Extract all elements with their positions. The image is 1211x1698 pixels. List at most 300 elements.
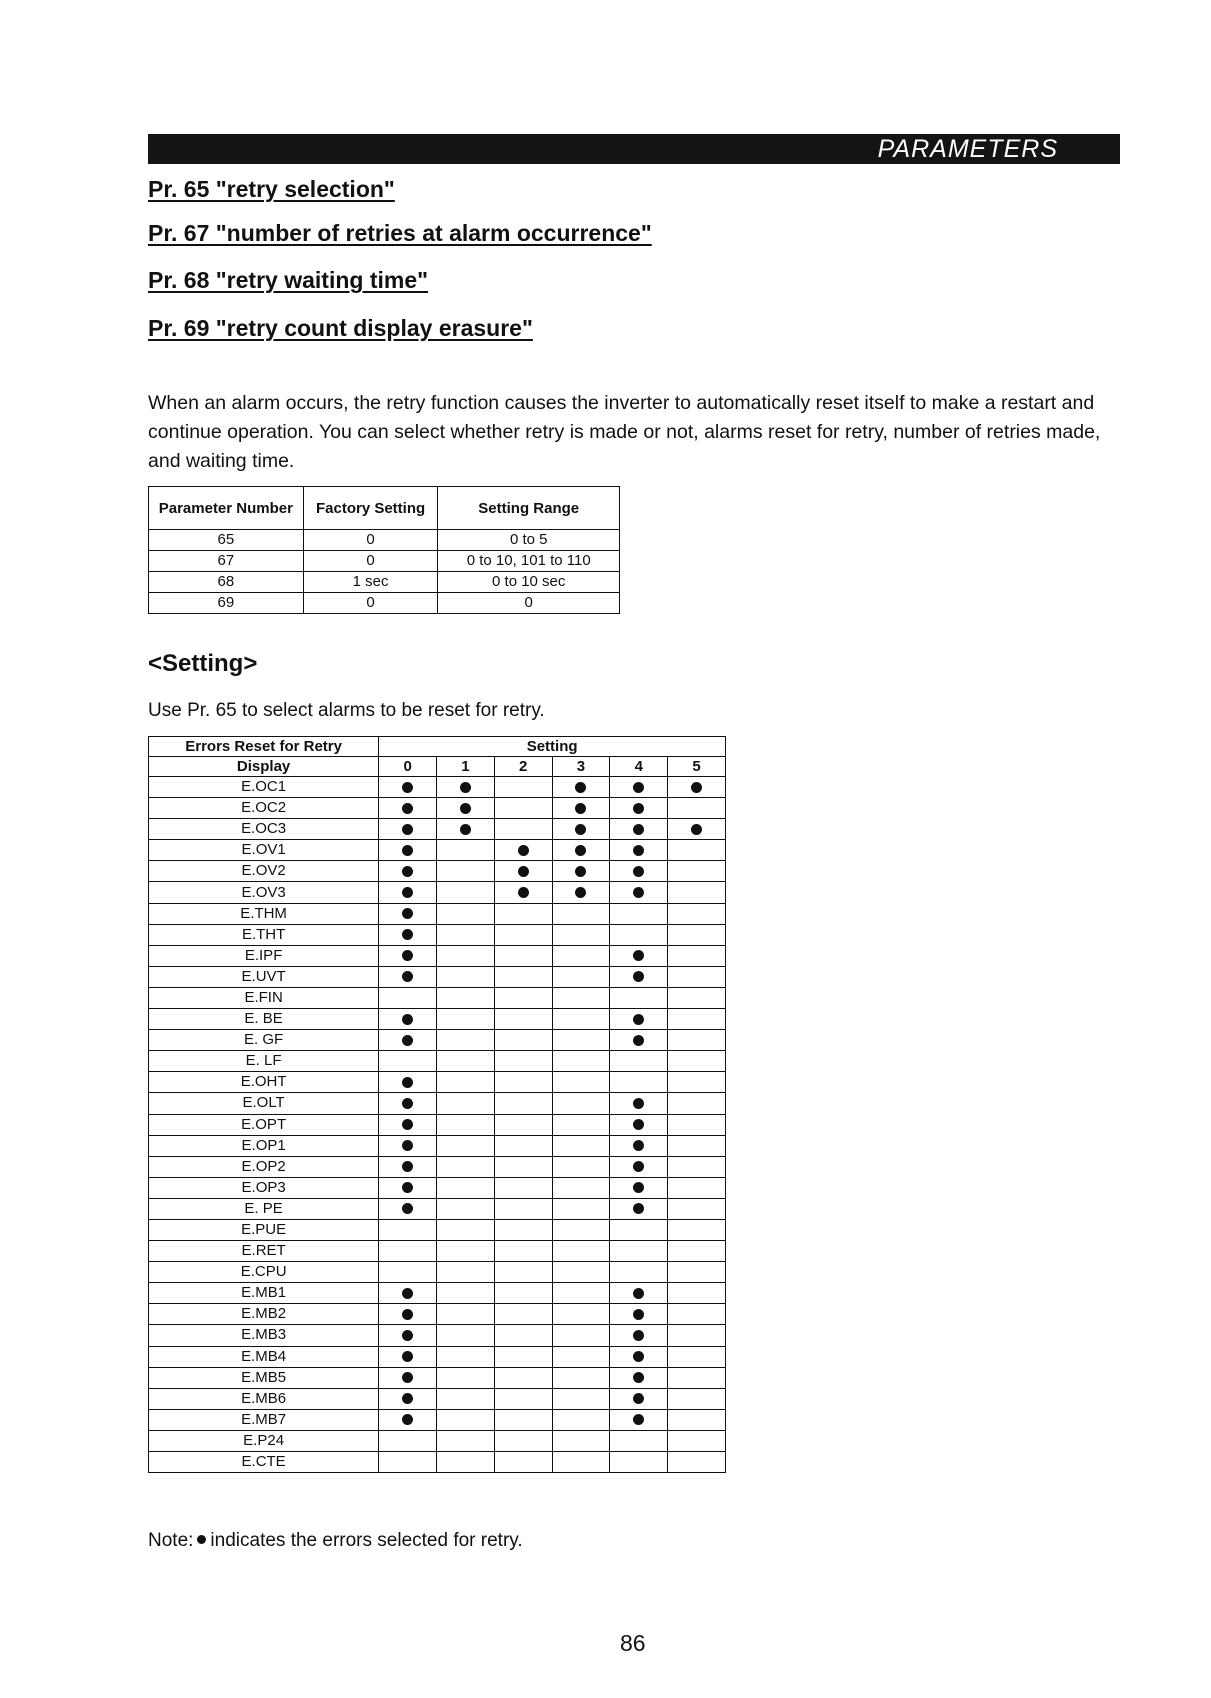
table-row — [149, 1283, 726, 1304]
setting-cell — [668, 819, 726, 840]
setting-cell — [610, 777, 668, 798]
error-display-name: E.OP1 — [149, 1135, 379, 1156]
table-row — [149, 1367, 726, 1388]
table-row — [149, 1452, 726, 1473]
setting-cell — [494, 1367, 552, 1388]
error-header-title: Errors Reset for Retry — [149, 737, 379, 757]
section-header-bar — [148, 134, 1120, 164]
setting-cell — [494, 1346, 552, 1367]
setting-cell — [494, 1093, 552, 1114]
setting-cell — [610, 945, 668, 966]
setting-cell — [668, 1367, 726, 1388]
error-display-name: E.OLT — [149, 1093, 379, 1114]
setting-cell — [668, 1093, 726, 1114]
setting-cell — [494, 1198, 552, 1219]
error-display-name: E.OC1 — [149, 777, 379, 798]
setting-cell — [494, 882, 552, 903]
setting-cell — [668, 1135, 726, 1156]
param-range: 0 to 10 sec — [438, 572, 620, 593]
table-row — [149, 966, 726, 987]
setting-cell — [668, 1241, 726, 1262]
selected-dot-icon — [402, 1077, 413, 1088]
setting-cell — [494, 1388, 552, 1409]
setting-cell — [494, 1262, 552, 1283]
setting-cell — [494, 1177, 552, 1198]
selected-dot-icon — [633, 1035, 644, 1046]
setting-cell — [379, 1114, 437, 1135]
setting-cell — [379, 882, 437, 903]
setting-cell — [437, 1219, 495, 1240]
error-display-name: E.OHT — [149, 1072, 379, 1093]
setting-cell — [379, 945, 437, 966]
setting-cell — [379, 1325, 437, 1346]
setting-cell — [668, 1030, 726, 1051]
setting-cell — [379, 1452, 437, 1473]
setting-cell — [494, 1241, 552, 1262]
selected-dot-icon — [518, 866, 529, 877]
setting-cell — [552, 1156, 610, 1177]
selected-dot-icon — [575, 803, 586, 814]
setting-cell — [437, 966, 495, 987]
setting-cell — [610, 1304, 668, 1325]
setting-cell — [379, 798, 437, 819]
setting-cell — [379, 1135, 437, 1156]
setting-cell — [610, 1325, 668, 1346]
error-display-name: E.MB2 — [149, 1304, 379, 1325]
setting-cell — [437, 798, 495, 819]
selected-dot-icon — [402, 1119, 413, 1130]
selected-dot-icon — [633, 1330, 644, 1341]
selected-dot-icon — [402, 1288, 413, 1299]
note-text: indicates the errors selected for retry. — [210, 1530, 523, 1551]
setting-cell — [668, 966, 726, 987]
setting-cell — [552, 1198, 610, 1219]
table-row — [149, 1135, 726, 1156]
setting-cell — [379, 924, 437, 945]
setting-cell — [552, 819, 610, 840]
table-row — [149, 1072, 726, 1093]
setting-cell — [494, 1051, 552, 1072]
error-display-name: E.OV3 — [149, 882, 379, 903]
selected-dot-icon — [575, 782, 586, 793]
setting-cell — [610, 1177, 668, 1198]
setting-cell — [668, 1430, 726, 1451]
error-display-name: E.MB6 — [149, 1388, 379, 1409]
error-display-name: E.P24 — [149, 1430, 379, 1451]
table-row — [149, 861, 726, 882]
setting-cell — [610, 1156, 668, 1177]
setting-cell — [494, 966, 552, 987]
selected-dot-icon — [575, 824, 586, 835]
table-row — [149, 924, 726, 945]
selected-dot-icon — [402, 887, 413, 898]
selected-dot-icon — [633, 1140, 644, 1151]
table-row — [149, 1177, 726, 1198]
setting-cell — [494, 1409, 552, 1430]
table-row — [149, 1409, 726, 1430]
setting-cell — [610, 1135, 668, 1156]
error-display-name: E. PE — [149, 1198, 379, 1219]
setting-cell — [610, 1198, 668, 1219]
setting-cell — [610, 1241, 668, 1262]
setting-cell — [552, 1135, 610, 1156]
setting-cell — [437, 1325, 495, 1346]
error-display-name: E.OP3 — [149, 1177, 379, 1198]
selected-dot-icon — [633, 1098, 644, 1109]
setting-cell — [668, 861, 726, 882]
setting-cell — [379, 1219, 437, 1240]
setting-cell — [437, 1283, 495, 1304]
setting-cell — [668, 1051, 726, 1072]
setting-cell — [668, 1009, 726, 1030]
setting-cell — [494, 819, 552, 840]
setting-column-header: 5 — [668, 757, 726, 777]
setting-cell — [494, 1325, 552, 1346]
setting-cell — [379, 1030, 437, 1051]
selected-dot-icon — [691, 824, 702, 835]
selected-dot-icon — [575, 845, 586, 856]
heading-pr69: Pr. 69 "retry count display erasure" — [148, 315, 533, 341]
error-display-name: E.RET — [149, 1241, 379, 1262]
setting-cell — [610, 1367, 668, 1388]
error-display-name: E.CPU — [149, 1262, 379, 1283]
setting-cell — [379, 966, 437, 987]
selected-dot-icon — [633, 1203, 644, 1214]
selected-dot-icon — [518, 845, 529, 856]
error-header-setting: Setting — [379, 737, 726, 757]
setting-cell — [668, 1304, 726, 1325]
setting-cell — [437, 1009, 495, 1030]
table-row — [149, 945, 726, 966]
setting-cell — [494, 861, 552, 882]
setting-cell — [552, 966, 610, 987]
setting-cell — [379, 1430, 437, 1451]
error-display-name: E.FIN — [149, 987, 379, 1008]
selected-dot-icon — [633, 1014, 644, 1025]
param-header-number: Parameter Number — [149, 487, 304, 530]
selected-dot-icon — [402, 824, 413, 835]
table-row — [149, 1093, 726, 1114]
table-row — [149, 819, 726, 840]
selected-dot-icon — [518, 887, 529, 898]
setting-cell — [552, 1114, 610, 1135]
param-factory: 0 — [303, 530, 438, 551]
setting-cell — [552, 1388, 610, 1409]
setting-cell — [668, 1325, 726, 1346]
setting-cell — [552, 777, 610, 798]
heading-pr68: Pr. 68 "retry waiting time" — [148, 267, 429, 293]
setting-column-header: 0 — [379, 757, 437, 777]
selected-dot-icon — [402, 1098, 413, 1109]
setting-cell — [437, 1135, 495, 1156]
setting-cell — [552, 798, 610, 819]
error-display-name: E.PUE — [149, 1219, 379, 1240]
setting-cell — [437, 1304, 495, 1325]
setting-cell — [379, 1304, 437, 1325]
setting-cell — [610, 987, 668, 1008]
setting-cell — [437, 1030, 495, 1051]
setting-cell — [494, 777, 552, 798]
param-header-factory: Factory Setting — [303, 487, 438, 530]
error-display-name: E. GF — [149, 1030, 379, 1051]
setting-cell — [610, 1051, 668, 1072]
setting-cell — [610, 819, 668, 840]
setting-cell — [437, 819, 495, 840]
setting-cell — [668, 945, 726, 966]
selected-dot-icon — [460, 782, 471, 793]
setting-cell — [610, 1114, 668, 1135]
setting-cell — [552, 1262, 610, 1283]
setting-cell — [668, 1219, 726, 1240]
selected-dot-icon — [633, 1288, 644, 1299]
setting-cell — [437, 1198, 495, 1219]
error-header-display: Display — [149, 757, 379, 777]
setting-cell — [552, 1430, 610, 1451]
table-row — [149, 1198, 726, 1219]
selected-dot-icon — [402, 1161, 413, 1172]
setting-column-header: 3 — [552, 757, 610, 777]
setting-cell — [668, 1283, 726, 1304]
setting-cell — [379, 1367, 437, 1388]
table-row — [149, 1030, 726, 1051]
setting-cell — [379, 1241, 437, 1262]
setting-cell — [437, 1093, 495, 1114]
selected-dot-icon — [402, 803, 413, 814]
table-row — [149, 1114, 726, 1135]
setting-cell — [668, 1388, 726, 1409]
setting-cell — [668, 903, 726, 924]
table-row — [149, 1304, 726, 1325]
setting-cell — [552, 1051, 610, 1072]
setting-cell — [610, 882, 668, 903]
setting-cell — [668, 840, 726, 861]
selected-dot-icon — [633, 782, 644, 793]
setting-cell — [494, 924, 552, 945]
setting-cell — [552, 924, 610, 945]
setting-cell — [379, 1009, 437, 1030]
setting-cell — [610, 1346, 668, 1367]
selected-dot-icon — [402, 950, 413, 961]
setting-cell — [379, 903, 437, 924]
setting-cell — [437, 777, 495, 798]
table-row — [149, 1346, 726, 1367]
setting-cell — [552, 1304, 610, 1325]
setting-cell — [610, 840, 668, 861]
setting-cell — [610, 1262, 668, 1283]
selected-dot-icon — [402, 1351, 413, 1362]
setting-cell — [668, 798, 726, 819]
setting-cell — [494, 1135, 552, 1156]
setting-cell — [610, 1452, 668, 1473]
setting-cell — [437, 1177, 495, 1198]
selected-dot-icon — [633, 971, 644, 982]
param-row — [149, 530, 620, 551]
error-display-name: E.MB7 — [149, 1409, 379, 1430]
setting-cell — [494, 1009, 552, 1030]
table-row — [149, 1388, 726, 1409]
setting-cell — [610, 1283, 668, 1304]
setting-column-header: 2 — [494, 757, 552, 777]
setting-cell — [379, 987, 437, 1008]
setting-cell — [494, 1072, 552, 1093]
setting-cell — [552, 1452, 610, 1473]
error-display-name: E.MB3 — [149, 1325, 379, 1346]
table-row — [149, 1051, 726, 1072]
param-factory: 0 — [303, 593, 438, 614]
selected-dot-icon — [633, 1161, 644, 1172]
setting-cell — [668, 924, 726, 945]
setting-cell — [494, 1283, 552, 1304]
setting-cell — [668, 1072, 726, 1093]
selected-dot-icon — [402, 1393, 413, 1404]
setting-cell — [379, 1072, 437, 1093]
error-display-name: E.UVT — [149, 966, 379, 987]
setting-cell — [494, 1219, 552, 1240]
setting-cell — [610, 861, 668, 882]
setting-cell — [437, 840, 495, 861]
param-range: 0 to 5 — [438, 530, 620, 551]
setting-cell — [379, 1388, 437, 1409]
selected-dot-icon — [633, 887, 644, 898]
setting-cell — [668, 1156, 726, 1177]
setting-cell — [494, 798, 552, 819]
setting-cell — [668, 882, 726, 903]
error-display-name: E.OP2 — [149, 1156, 379, 1177]
setting-cell — [552, 945, 610, 966]
selected-dot-icon — [633, 824, 644, 835]
error-display-name: E.MB5 — [149, 1367, 379, 1388]
setting-cell — [379, 861, 437, 882]
setting-cell — [552, 1009, 610, 1030]
setting-cell — [552, 1283, 610, 1304]
setting-cell — [610, 903, 668, 924]
setting-column-header: 1 — [437, 757, 495, 777]
error-display-name: E. BE — [149, 1009, 379, 1030]
heading-pr67: Pr. 67 "number of retries at alarm occurrence" — [148, 220, 652, 246]
setting-cell — [379, 1156, 437, 1177]
error-display-name: E.CTE — [149, 1452, 379, 1473]
setting-cell — [379, 1093, 437, 1114]
setting-cell — [552, 1241, 610, 1262]
selected-dot-icon — [402, 1182, 413, 1193]
setting-cell — [668, 777, 726, 798]
setting-description: Use Pr. 65 to select alarms to be reset for retry. — [148, 700, 545, 721]
bullet-dot-icon — [197, 1535, 206, 1544]
param-number: 65 — [149, 530, 304, 551]
setting-cell — [668, 987, 726, 1008]
table-row — [149, 882, 726, 903]
param-header-range: Setting Range — [438, 487, 620, 530]
param-row — [149, 572, 620, 593]
param-range: 0 to 10, 101 to 110 — [438, 551, 620, 572]
setting-cell — [552, 1093, 610, 1114]
setting-cell — [610, 924, 668, 945]
setting-cell — [668, 1409, 726, 1430]
setting-cell — [437, 1430, 495, 1451]
param-number: 69 — [149, 593, 304, 614]
error-display-name: E.OV2 — [149, 861, 379, 882]
param-number: 68 — [149, 572, 304, 593]
setting-cell — [494, 840, 552, 861]
setting-cell — [437, 1114, 495, 1135]
selected-dot-icon — [691, 782, 702, 793]
setting-cell — [379, 1177, 437, 1198]
table-row — [149, 1430, 726, 1451]
selected-dot-icon — [633, 950, 644, 961]
selected-dot-icon — [402, 1372, 413, 1383]
table-row — [149, 987, 726, 1008]
setting-cell — [552, 861, 610, 882]
param-row — [149, 551, 620, 572]
setting-cell — [552, 1346, 610, 1367]
setting-cell — [494, 903, 552, 924]
selected-dot-icon — [402, 971, 413, 982]
selected-dot-icon — [633, 866, 644, 877]
selected-dot-icon — [633, 803, 644, 814]
setting-cell — [552, 1030, 610, 1051]
table-row — [149, 840, 726, 861]
setting-cell — [379, 777, 437, 798]
setting-cell — [494, 945, 552, 966]
setting-cell — [494, 1156, 552, 1177]
setting-cell — [379, 1051, 437, 1072]
setting-cell — [668, 1114, 726, 1135]
setting-cell — [494, 1430, 552, 1451]
setting-cell — [610, 1030, 668, 1051]
setting-cell — [437, 1409, 495, 1430]
setting-cell — [552, 1409, 610, 1430]
setting-cell — [437, 1072, 495, 1093]
selected-dot-icon — [633, 1309, 644, 1320]
setting-cell — [552, 840, 610, 861]
setting-cell — [379, 1346, 437, 1367]
table-row — [149, 1156, 726, 1177]
setting-cell — [668, 1452, 726, 1473]
param-number: 67 — [149, 551, 304, 572]
setting-cell — [668, 1177, 726, 1198]
setting-cell — [379, 840, 437, 861]
error-retry-table — [148, 736, 726, 1473]
selected-dot-icon — [402, 1035, 413, 1046]
setting-cell — [494, 1114, 552, 1135]
setting-cell — [610, 1093, 668, 1114]
error-display-name: E.THT — [149, 924, 379, 945]
parameter-table — [148, 486, 620, 614]
note-prefix: Note: — [148, 1530, 194, 1551]
setting-cell — [437, 1388, 495, 1409]
setting-cell — [668, 1262, 726, 1283]
selected-dot-icon — [460, 824, 471, 835]
setting-title: <Setting> — [148, 650, 258, 677]
selected-dot-icon — [633, 1372, 644, 1383]
setting-cell — [437, 1051, 495, 1072]
setting-cell — [610, 1409, 668, 1430]
setting-cell — [379, 1198, 437, 1219]
setting-cell — [552, 1325, 610, 1346]
error-display-name: E.MB4 — [149, 1346, 379, 1367]
intro-paragraph: When an alarm occurs, the retry function causes the inverter to automatically reset itself to make a restart and continue operation. You can select whether retry is made or not, alarms reset for retry, number of retries made, and waiting time. — [148, 392, 1101, 472]
selected-dot-icon — [402, 1203, 413, 1214]
selected-dot-icon — [402, 782, 413, 793]
selected-dot-icon — [633, 1119, 644, 1130]
heading-pr65: Pr. 65 "retry selection" — [148, 176, 395, 202]
setting-cell — [437, 1241, 495, 1262]
table-row — [149, 777, 726, 798]
selected-dot-icon — [402, 1414, 413, 1425]
setting-cell — [552, 1177, 610, 1198]
selected-dot-icon — [633, 1351, 644, 1362]
setting-cell — [610, 1430, 668, 1451]
